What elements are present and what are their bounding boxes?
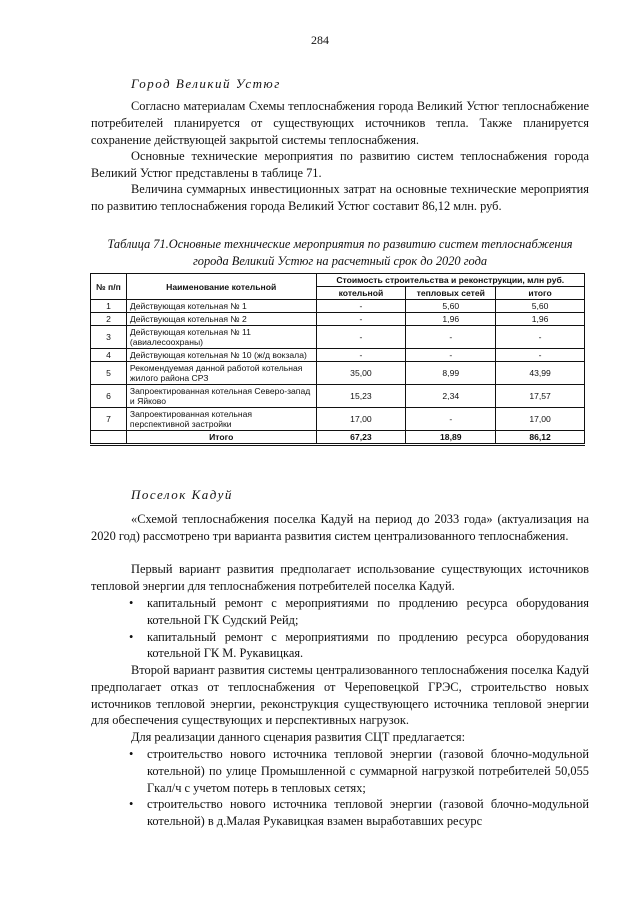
row-name: Действующая котельная № 1 (126, 300, 316, 313)
row-boiler: - (316, 349, 406, 362)
table-row (91, 313, 585, 326)
row-networks: - (406, 349, 496, 362)
paragraph: Величина суммарных инвестиционных затрат на основные технические мероприятия по развитию теплоснабжения города Великий Устюг составит 86,12 млн. руб. (91, 182, 589, 213)
table-row (91, 385, 585, 408)
list-item-text: строительство нового источника тепловой энергии (газовой блочно-модульной котельной) в д.Малая Рукавицкая взамен выработавших ресурс (147, 797, 589, 829)
list-item (91, 595, 589, 629)
header-num: № п/п (91, 274, 127, 300)
total-networks: 18,89 (406, 431, 496, 445)
row-total: 43,99 (496, 362, 585, 385)
row-networks: 2,34 (406, 385, 496, 408)
paragraph: Согласно материалам Схемы теплоснабжения города Великий Устюг теплоснабжение потребителей планируется от существующих источников тепла. Также планируется сохранение действующей закрытой системы теплоснабжения. (91, 99, 589, 147)
table-row (91, 349, 585, 362)
section-heading-velikiy-ustyug: Город Великий Устюг (131, 76, 281, 91)
bullet-icon: • (129, 747, 134, 761)
row-boiler: - (316, 326, 406, 349)
row-networks: - (406, 326, 496, 349)
list-item-text: капитальный ремонт с мероприятиями по продлению ресурса оборудования котельной ГК М. Рукавицкая. (147, 629, 589, 661)
total-label: Итого (126, 431, 316, 445)
bullet-list-variant-1 (91, 595, 589, 662)
row-total: - (496, 349, 585, 362)
table-total-row (91, 431, 585, 445)
row-boiler: 17,00 (316, 408, 406, 431)
row-boiler: 35,00 (316, 362, 406, 385)
header-total: итого (496, 287, 585, 300)
row-name: Действующая котельная № 10 (ж/д вокзала) (126, 349, 316, 362)
row-num: 6 (91, 385, 127, 408)
header-cost-group: Стоимость строительства и реконструкции, млн руб. (316, 274, 584, 287)
row-num: 5 (91, 362, 127, 385)
row-networks: 1,96 (406, 313, 496, 326)
row-total: 5,60 (496, 300, 585, 313)
row-total: 1,96 (496, 313, 585, 326)
investment-table (90, 273, 585, 446)
row-total: 17,57 (496, 385, 585, 408)
bullet-icon: • (129, 797, 134, 812)
paragraph: Основные технические мероприятия по развитию систем теплоснабжения города Великий Устюг представлены в таблице 71. (91, 149, 589, 180)
header-boiler: котельной (316, 287, 406, 300)
row-name: Запроектированная котельная перспективной застройки (126, 408, 316, 431)
header-networks: тепловых сетей (406, 287, 496, 300)
table-row (91, 408, 585, 431)
table-row (91, 326, 585, 349)
row-name: Действующая котельная № 2 (126, 313, 316, 326)
bullet-list-variant-2 (91, 746, 589, 830)
total-sum: 86,12 (496, 431, 585, 445)
page-number: 284 (311, 33, 329, 47)
row-name: Рекомендуемая данной работой котельная жилого района СРЗ (126, 362, 316, 385)
bullet-icon: • (129, 629, 134, 644)
row-total: - (496, 326, 585, 349)
header-name: Наименование котельной (126, 274, 316, 300)
list-item (91, 629, 589, 663)
total-boiler: 67,23 (316, 431, 406, 445)
row-networks: 8,99 (406, 362, 496, 385)
list-item (91, 746, 589, 796)
list-item-text: капитальный ремонт с мероприятиями по продлению ресурса оборудования котельной ГК Судский Рейд; (147, 596, 589, 627)
row-num: 4 (91, 349, 127, 362)
paragraph: Первый вариант развития предполагает использование существующих источников тепловой энергии для теплоснабжения потребителей поселка Кадуй. (91, 562, 589, 593)
row-networks: - (406, 408, 496, 431)
paragraph: Второй вариант развития системы централизованного теплоснабжения поселка Кадуй предполагает отказ от теплоснабжения от Череповецкой ГРЭС, строительство новых источников тепловой энергии, реконструкция существующего источника тепловой энергии для обеспечения существующих и перспективных нагрузок. (91, 663, 589, 728)
bullet-icon: • (129, 596, 134, 610)
section-heading-kaduy: Поселок Кадуй (131, 487, 233, 502)
paragraph: Для реализации данного сценария развития СЦТ предлагается: (131, 730, 466, 744)
paragraph: «Схемой теплоснабжения поселка Кадуй на период до 2033 года» (актуализация на 2020 год) рассмотрено три варианта развития систем централизованного теплоснабжения. (91, 512, 589, 543)
row-num: 3 (91, 326, 127, 349)
row-networks: 5,60 (406, 300, 496, 313)
row-name: Действующая котельная № 11 (авиалесоохраны) (126, 326, 316, 349)
row-num: 2 (91, 313, 127, 326)
row-total: 17,00 (496, 408, 585, 431)
row-boiler: - (316, 313, 406, 326)
list-item-text: строительство нового источника тепловой энергии (газовой блочно-модульной котельной) по улице Промышленной с суммарной нагрузкой потребителей 50,055 Гкал/ч с учетом потерь в тепловых сетях; (147, 747, 589, 795)
row-boiler: - (316, 300, 406, 313)
table-row (91, 362, 585, 385)
table-caption: Таблица 71.Основные технические мероприятия по развитию систем теплоснабжения города Великий Устюг на расчетный срок до 2020 года (107, 237, 573, 268)
row-boiler: 15,23 (316, 385, 406, 408)
row-num: 1 (91, 300, 127, 313)
row-num: 7 (91, 408, 127, 431)
row-name: Запроектированная котельная Северо-запад и Яйково (126, 385, 316, 408)
table-row (91, 300, 585, 313)
list-item (91, 796, 589, 830)
